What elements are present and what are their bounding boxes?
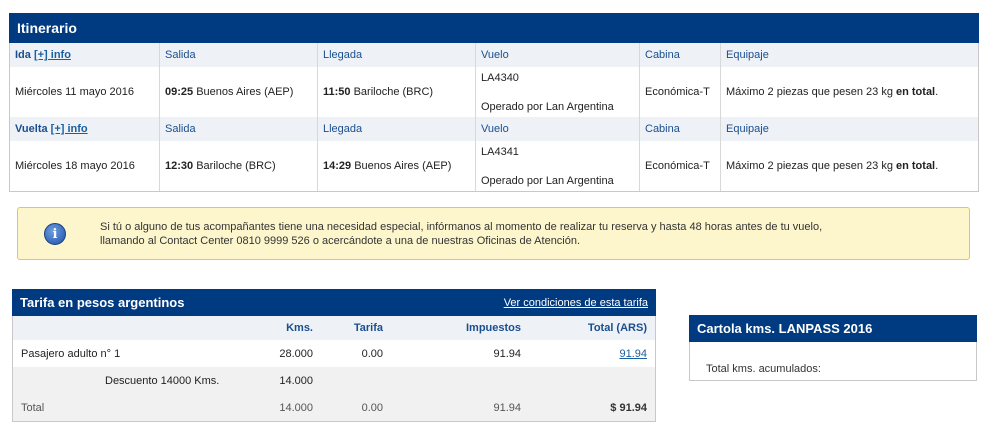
col-impuestos: Impuestos: [465, 322, 521, 334]
col-total: Total (ARS): [587, 322, 647, 334]
col-tarifa: Tarifa: [353, 322, 383, 334]
direction-label: Vuelta [+] info: [10, 117, 160, 141]
fare-column-headers: [13, 316, 655, 340]
flight-number: LA4341: [481, 146, 519, 158]
fare-title: Tarifa en pesos argentinos: [20, 295, 185, 310]
fare-conditions-link[interactable]: Ver condiciones de esta tarifa: [503, 296, 648, 309]
departure-place: Bariloche (BRC): [196, 160, 276, 172]
fare-panel: [12, 289, 656, 422]
accumulated-kms-label: Total kms. acumulados:: [706, 363, 821, 375]
arrival-label: Llegada: [318, 43, 476, 67]
arrival-label: Llegada: [318, 117, 476, 141]
flight-info: [476, 67, 640, 117]
baggage-label: Equipaje: [726, 123, 769, 135]
flight-info: [476, 141, 640, 191]
grand-total: $ 91.94: [610, 401, 647, 414]
departure: [160, 67, 318, 117]
lanpass-body: [689, 342, 977, 381]
baggage-label: Equipaje: [726, 49, 769, 61]
operated-by: Operado por Lan Argentina: [481, 101, 614, 113]
cabin-label: Cabina: [640, 43, 721, 67]
info-icon: i: [44, 223, 66, 245]
col-kms: Kms.: [286, 322, 313, 334]
itinerary-table: [9, 43, 979, 192]
flight-date: Miércoles 11 mayo 2016: [10, 67, 160, 117]
direction-label: Ida [+] info: [10, 43, 160, 67]
segment-outbound-data: [10, 67, 978, 117]
table-row: Pasajero adulto n° 1 28.000 0.00 91.94 91.94: [13, 340, 655, 367]
cabin-class: Económica-T: [640, 67, 721, 117]
row-label: Descuento 14000 Kms.: [105, 374, 220, 387]
departure-label: Salida: [160, 43, 318, 67]
itinerary-title: Itinerario: [9, 13, 979, 43]
departure-time: 12:30: [165, 160, 194, 172]
segment-return-data: [10, 141, 978, 191]
segment-outbound-labels: [10, 43, 978, 67]
lanpass-panel: [689, 315, 977, 381]
arrival-place: Bariloche (BRC): [353, 86, 434, 98]
passenger-total-link[interactable]: 91.94: [619, 347, 647, 360]
arrival-time: 14:29: [323, 160, 352, 172]
operated-by: Operado por Lan Argentina: [481, 175, 614, 187]
flight-label: Vuelo: [476, 43, 640, 67]
flight-number: LA4340: [481, 72, 519, 84]
arrival: [318, 141, 476, 191]
departure-time: 09:25: [165, 86, 194, 98]
table-row-total: Total 14.000 0.00 91.94 $ 91.94: [13, 394, 655, 421]
departure: [160, 141, 318, 191]
special-needs-notice: [17, 207, 970, 260]
cabin-class: Económica-T: [640, 141, 721, 191]
row-label: Total: [21, 401, 45, 414]
notice-text: Si tú o alguno de tus acompañantes tiene una necesidad especial, infórmanos al momento de realizar tu reserva y hasta 48 horas antes de tu vuelo, llamando al Contact Center 0810 9999 526 o acercándote a una de nuestras Oficinas de Atención.: [100, 220, 823, 247]
fare-header: [12, 289, 656, 316]
departure-place: Buenos Aires (AEP): [196, 86, 294, 98]
baggage-allowance: Máximo 2 piezas que pesen 23 kg en total .: [726, 160, 939, 172]
lanpass-title: Cartola kms. LANPASS 2016: [689, 315, 977, 342]
info-link[interactable]: [+] info: [33, 49, 71, 61]
arrival: [318, 67, 476, 117]
arrival-place: Buenos Aires (AEP): [354, 160, 452, 172]
row-label: Pasajero adulto n° 1: [21, 347, 121, 360]
baggage-allowance: Máximo 2 piezas que pesen 23 kg en total .: [726, 86, 939, 98]
fare-table: [12, 316, 656, 422]
arrival-time: 11:50: [323, 86, 351, 98]
flight-date: Miércoles 18 mayo 2016: [10, 141, 160, 191]
info-link[interactable]: [+] info: [50, 123, 88, 135]
flight-label: Vuelo: [476, 117, 640, 141]
cabin-label: Cabina: [640, 117, 721, 141]
departure-label: Salida: [160, 117, 318, 141]
table-row: Descuento 14000 Kms. 14.000: [13, 367, 655, 394]
segment-return-labels: [10, 117, 978, 141]
itinerary-panel: [9, 13, 979, 192]
